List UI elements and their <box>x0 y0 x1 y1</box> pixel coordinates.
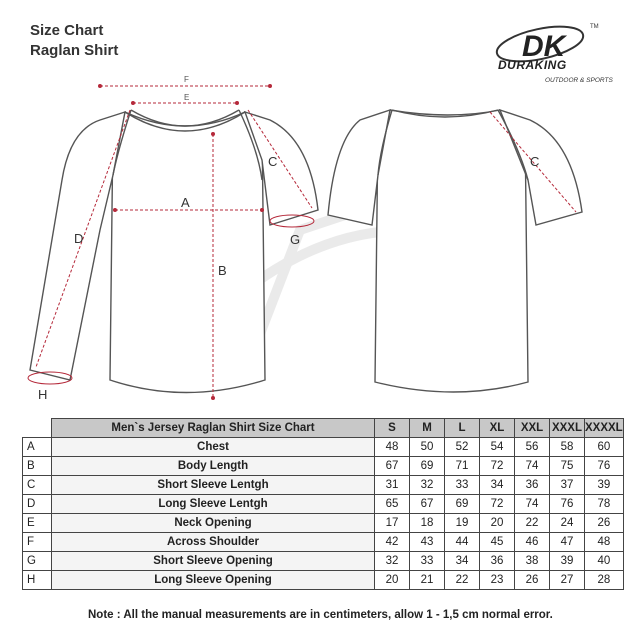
size-value-cell: 65 <box>375 495 410 514</box>
size-value-cell: 22 <box>515 514 550 533</box>
measurement-note: Note : All the manual measurements are in centimeters, allow 1 - 1,5 cm normal error. <box>88 609 553 621</box>
size-value-cell: 67 <box>410 495 445 514</box>
label-g: G <box>290 232 301 247</box>
row-letter: A <box>23 438 52 457</box>
size-value-cell: 32 <box>410 476 445 495</box>
row-letter: C <box>23 476 52 495</box>
measurement-name: Body Length <box>52 457 375 476</box>
table-row <box>23 476 624 495</box>
size-chart-title: Size Chart <box>30 22 104 39</box>
size-value-cell: 36 <box>515 476 550 495</box>
size-value-cell: 37 <box>550 476 585 495</box>
size-value-cell: 42 <box>375 533 410 552</box>
size-header-xxl: XXL <box>515 419 550 438</box>
brand-tagline: OUTDOOR & SPORTS <box>545 77 613 84</box>
size-value-cell: 38 <box>515 552 550 571</box>
size-value-cell: 34 <box>480 476 515 495</box>
size-value-cell: 26 <box>515 571 550 590</box>
size-value-cell: 36 <box>480 552 515 571</box>
measurement-name: Chest <box>52 438 375 457</box>
size-value-cell: 67 <box>375 457 410 476</box>
size-value-cell: 33 <box>445 476 480 495</box>
size-value-cell: 47 <box>550 533 585 552</box>
size-value-cell: 23 <box>480 571 515 590</box>
size-value-cell: 76 <box>550 495 585 514</box>
size-value-cell: 60 <box>585 438 624 457</box>
size-value-cell: 46 <box>515 533 550 552</box>
logo-mark: DK <box>522 30 566 63</box>
table-row <box>23 533 624 552</box>
label-c-back: C <box>530 154 540 169</box>
size-value-cell: 56 <box>515 438 550 457</box>
trademark-mark: TM <box>590 24 599 30</box>
table-row <box>23 552 624 571</box>
size-value-cell: 28 <box>585 571 624 590</box>
table-row <box>23 457 624 476</box>
size-value-cell: 72 <box>480 495 515 514</box>
measurement-name: Long Sleeve Opening <box>52 571 375 590</box>
size-value-cell: 18 <box>410 514 445 533</box>
table-row <box>23 571 624 590</box>
size-chart-table <box>22 418 624 590</box>
size-header-l: L <box>445 419 480 438</box>
row-letter: D <box>23 495 52 514</box>
size-value-cell: 43 <box>410 533 445 552</box>
size-value-cell: 69 <box>445 495 480 514</box>
table-title: Men`s Jersey Raglan Shirt Size Chart <box>52 419 375 438</box>
size-header-xl: XL <box>480 419 515 438</box>
label-b: B <box>218 263 227 278</box>
measurement-name: Across Shoulder <box>52 533 375 552</box>
size-value-cell: 74 <box>515 457 550 476</box>
row-letter: B <box>23 457 52 476</box>
size-value-cell: 27 <box>550 571 585 590</box>
size-value-cell: 21 <box>410 571 445 590</box>
size-value-cell: 45 <box>480 533 515 552</box>
size-value-cell: 20 <box>375 571 410 590</box>
raglan-shirt-subtitle: Raglan Shirt <box>30 42 119 59</box>
size-value-cell: 74 <box>515 495 550 514</box>
label-d: D <box>74 231 84 246</box>
label-h: H <box>38 387 48 402</box>
size-header-s: S <box>375 419 410 438</box>
size-value-cell: 26 <box>585 514 624 533</box>
size-value-cell: 50 <box>410 438 445 457</box>
size-value-cell: 48 <box>375 438 410 457</box>
size-chart-table-wrap <box>22 418 624 590</box>
size-header-m: M <box>410 419 445 438</box>
back-shirt <box>328 110 582 392</box>
table-row <box>23 495 624 514</box>
size-value-cell: 19 <box>445 514 480 533</box>
size-value-cell: 40 <box>585 552 624 571</box>
table-header-row <box>23 419 624 438</box>
size-value-cell: 69 <box>410 457 445 476</box>
table-row <box>23 438 624 457</box>
size-value-cell: 52 <box>445 438 480 457</box>
size-value-cell: 32 <box>375 552 410 571</box>
size-value-cell: 39 <box>550 552 585 571</box>
size-value-cell: 76 <box>585 457 624 476</box>
row-letter: E <box>23 514 52 533</box>
size-header-xxxl: XXXL <box>550 419 585 438</box>
size-header-xxxxl: XXXXL <box>585 419 624 438</box>
size-value-cell: 71 <box>445 457 480 476</box>
size-value-cell: 39 <box>585 476 624 495</box>
size-value-cell: 22 <box>445 571 480 590</box>
row-letter: F <box>23 533 52 552</box>
label-e: E <box>184 93 190 102</box>
size-value-cell: 58 <box>550 438 585 457</box>
row-letter: H <box>23 571 52 590</box>
table-row <box>23 514 624 533</box>
label-c-front: C <box>268 154 278 169</box>
label-a: A <box>181 195 190 210</box>
size-value-cell: 75 <box>550 457 585 476</box>
size-value-cell: 78 <box>585 495 624 514</box>
size-value-cell: 17 <box>375 514 410 533</box>
size-value-cell: 48 <box>585 533 624 552</box>
measurement-name: Short Sleeve Opening <box>52 552 375 571</box>
measurement-name: Short Sleeve Lentgh <box>52 476 375 495</box>
size-value-cell: 33 <box>410 552 445 571</box>
size-value-cell: 24 <box>550 514 585 533</box>
size-value-cell: 31 <box>375 476 410 495</box>
size-value-cell: 44 <box>445 533 480 552</box>
measurement-name: Long Sleeve Lentgh <box>52 495 375 514</box>
size-value-cell: 54 <box>480 438 515 457</box>
size-value-cell: 34 <box>445 552 480 571</box>
size-value-cell: 20 <box>480 514 515 533</box>
brand-name: DURAKING <box>498 58 567 72</box>
front-shirt <box>30 110 318 393</box>
label-f: F <box>184 75 189 84</box>
size-value-cell: 72 <box>480 457 515 476</box>
row-letter: G <box>23 552 52 571</box>
shirt-diagram <box>0 60 640 405</box>
measurement-name: Neck Opening <box>52 514 375 533</box>
